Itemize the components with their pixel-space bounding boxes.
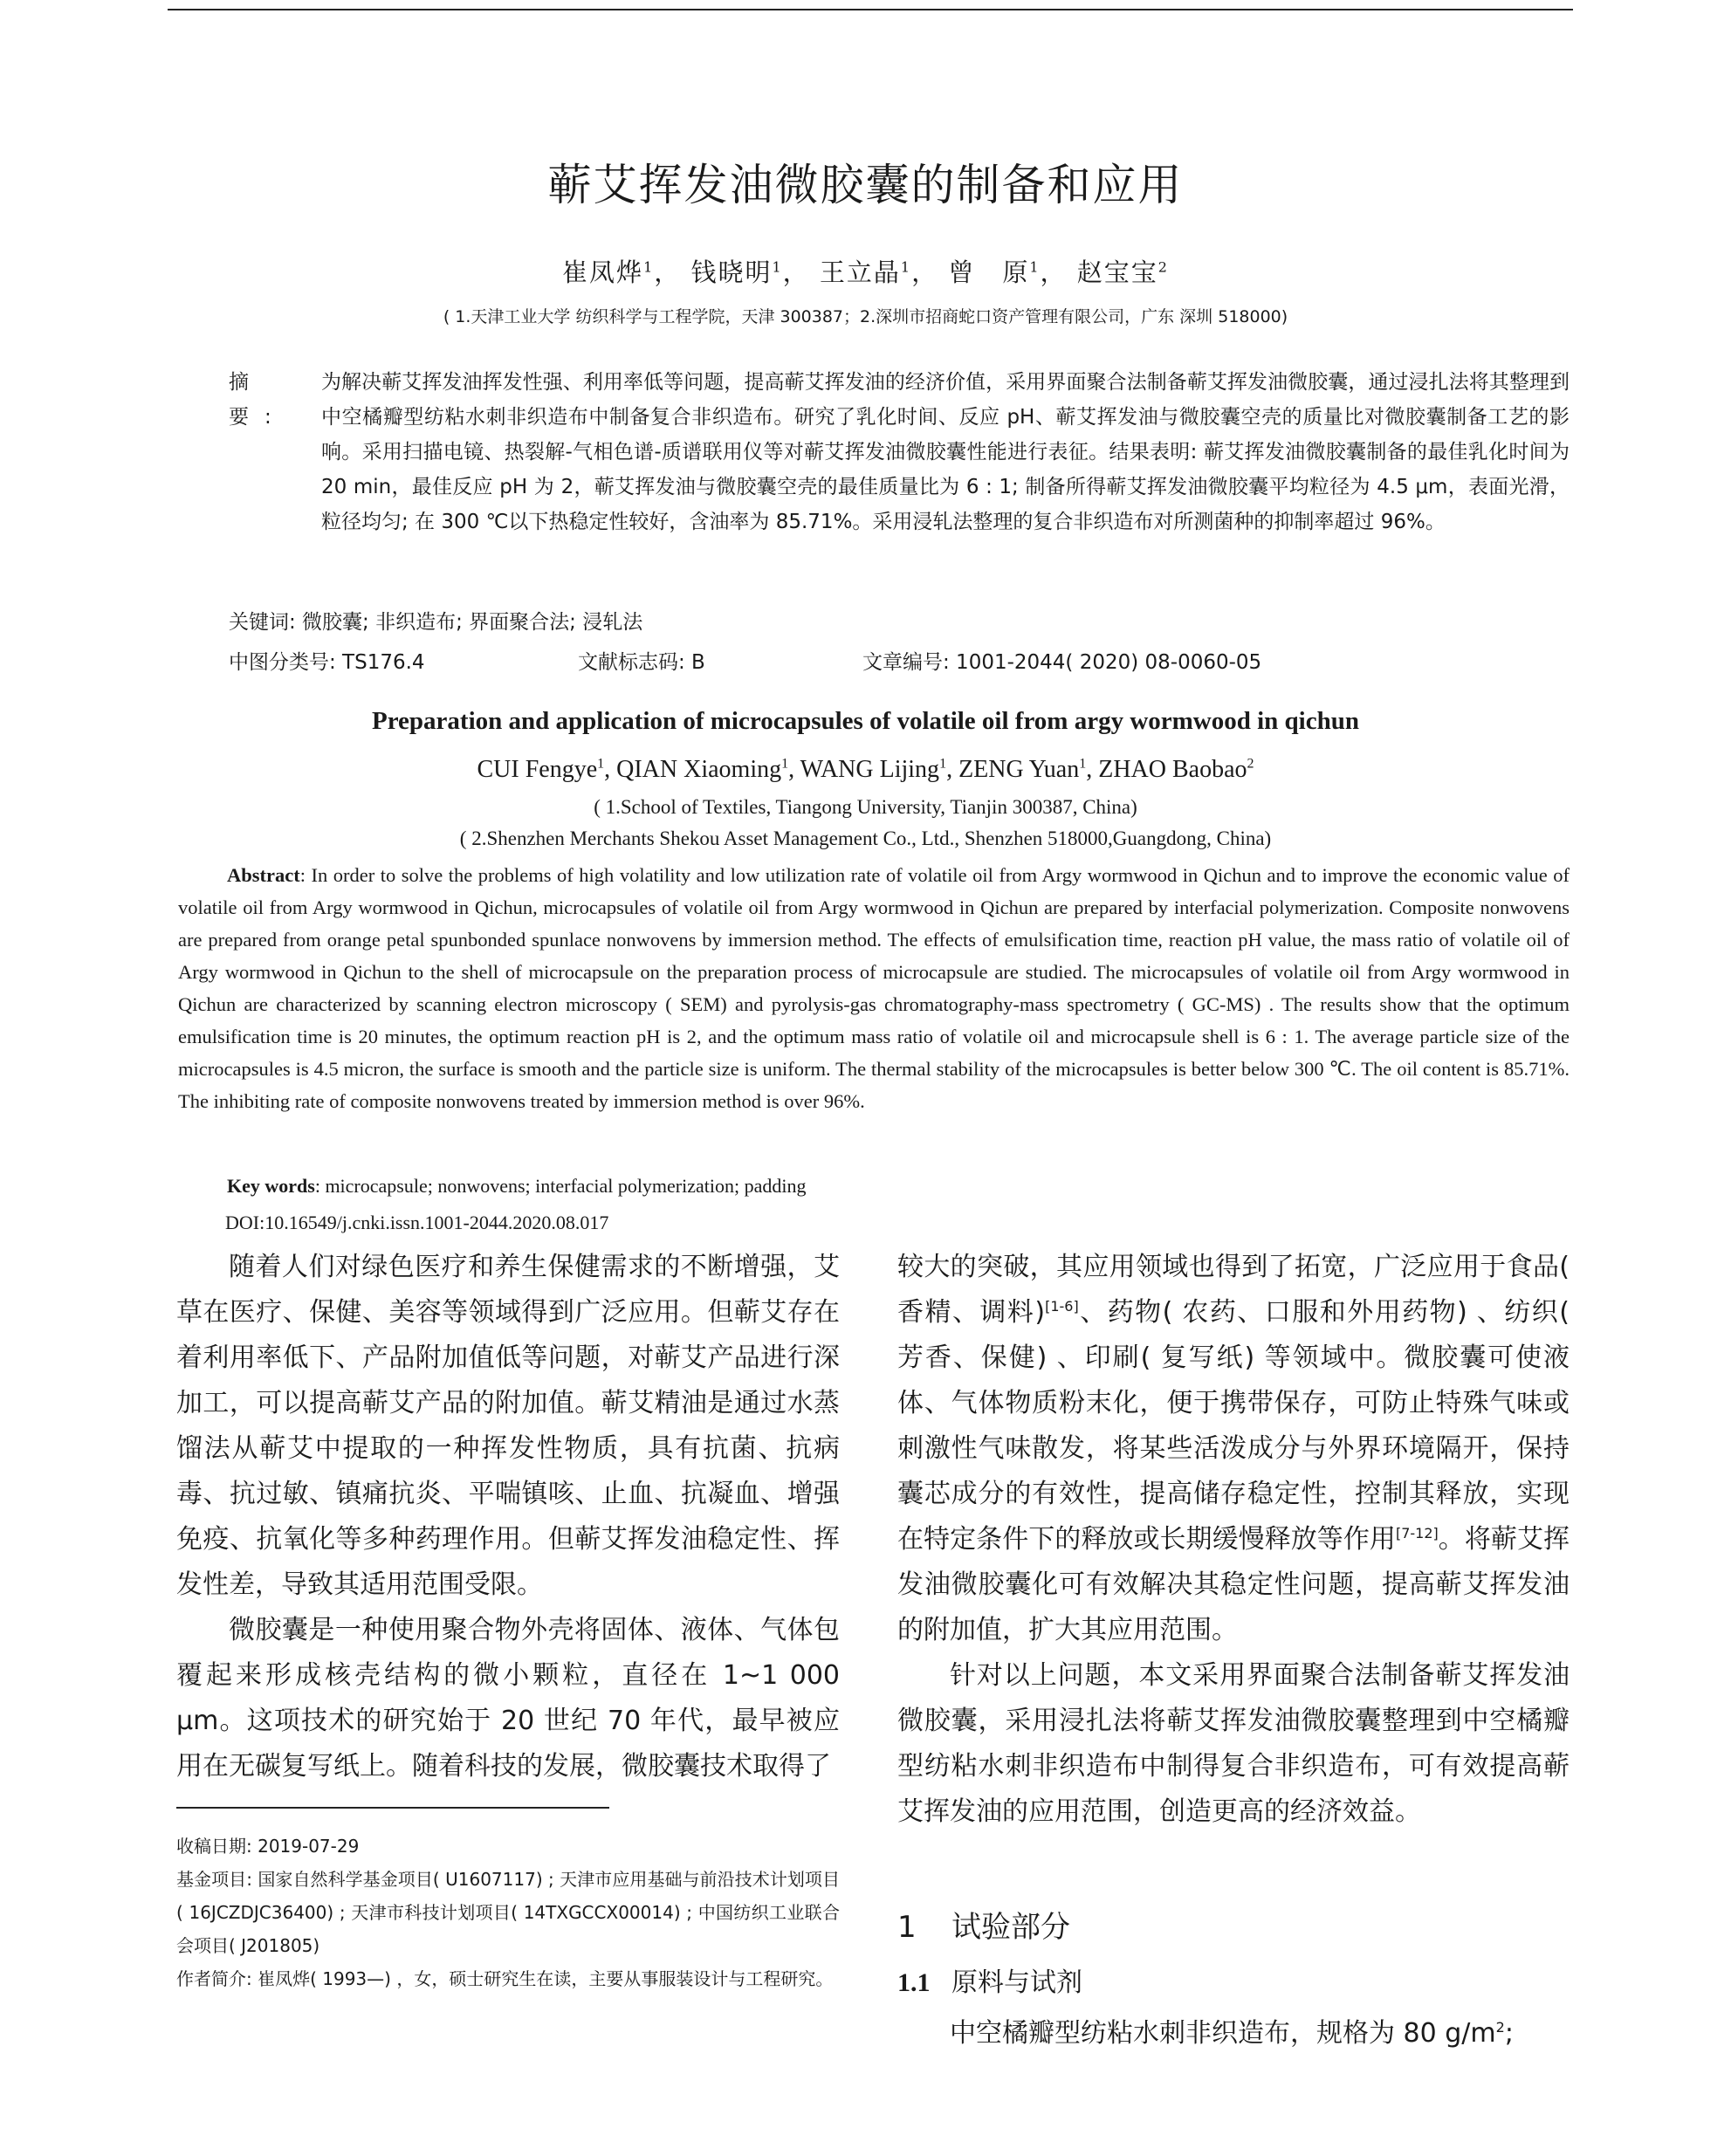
section-heading-1: 1 试验部分 [897,1910,1070,1945]
document-code: 文献标志码: B [578,651,705,674]
affiliation-cn: ( 1.天津工业大学 纺织科学与工程学院，天津 300387；2.深圳市招商蛇口资产管理有限公司，广东 深圳 518000) [443,307,1288,326]
body-paragraph: 针对以上问题，本文采用界面聚合法制备蕲艾挥发油微胶囊，采用浸扎法将蕲艾挥发油微胶囊整理到中空橘瓣型纺粘水刺非织造布中制得复合非织造布，可有效提高蕲艾挥发油的应用范围，创造更高的经济效益。 [897,1660,1570,1827]
abstract-en-text: : In order to solve the problems of high volatility and low utilization rate of volatile oil from Argy wormwood in Qichun and to improve the economic value of volatile oil from Argy wormwood in Qichun, microcapsules of volatile oil from Argy wormwood in Qichun are prepared by interfacial polymerization. Composite nonwovens are prepared from orange petal spunbonded spunlace nonwovens by immersion method. The effects of emulsification time, reaction pH value, the mass ratio of volatile oil of Argy wormwood in Qichun to the shell of microcapsule on the preparation process of microcapsule are studied. The microcapsules of volatile oil from Argy wormwood in Qichun are characterized by scanning electron microscopy ( SEM) and pyrolysis-gas chromatography-mass spectrometry ( GC-MS) . The results show that the optimum emulsification time is 20 minutes, the optimum reaction pH is 2, and the optimum mass ratio of volatile oil and microcapsule shell is 6 : 1. The average particle size of the microcapsules is 4.5 micron, the surface is smooth and the particle size is uniform. The thermal stability of the microcapsules is better below 300 ℃. The oil content is 85.71%. The inhibiting rate of composite nonwovens treated by immersion method is over 96%. [178,864,1570,1112]
body-paragraph-materials: 中空橘瓣型纺粘水刺非织造布，规格为 80 $g/m^2$; [950,2018,1514,2049]
body-paragraph: 较大的突破，其应用领域也得到了拓宽，广泛应用于食品( 香精、调料)[1-6]、药物( 农药、口服和外用药物) 、纺织( 芳香、保健) 、印刷( 复写纸) 等领域中。微胶囊可使液体、气体物质粉末化，便于携带保存，可防止特殊气味或刺激性气味散发，将某些活泼成分与外界环境隔开，保持囊芯成分的有效性，提高储存稳定性，控制其释放，实现在特定条件下的释放或长期缓慢释放等作用[7-12]。将蕲艾挥发油微胶囊化可有效解决其稳定性问题，提高蕲艾挥发油的附加值，扩大其应用范围。 [897,1252,1570,1645]
keywords-en-label: Key words [227,1175,315,1197]
affiliation-en-2: ( 2.Shenzhen Merchants Shekou Asset Management Co., Ltd., Shenzhen 518000,Guangdong, China) [459,827,1272,849]
author-en-5: ZHAO Baobao$^2$ [1098,756,1254,783]
title-cn: 蕲艾挥发油微胶囊的制备和应用 [547,160,1184,210]
abstract-en [178,859,1570,1117]
title-en: Preparation and application of microcapsules of volatile oil from argy wormwood in qichun [371,707,1359,735]
header-rule [168,9,1573,10]
authors-en: CUI Fengye$^1$, QIAN Xiaoming$^1$, WANG Lijing$^1$, ZENG Yuan$^1$, ZHAO Baobao$^2$ [477,756,1254,783]
meta-cn [229,646,1570,672]
keywords-cn: 关键词: 微胶囊; 非织造布; 界面聚合法; 浸轧法 [229,611,643,634]
keywords-en-text: : microcapsule; nonwovens; interfacial polymerization; padding [314,1175,807,1197]
footnote-rule [176,1807,609,1809]
footnotes [176,1830,840,1995]
affiliation-en-1: ( 1.School of Textiles, Tiangong University, Tianjin 300387, China) [594,796,1137,818]
author-cn-4: 曾 原$^1$ [948,257,1041,287]
keywords-en [227,1175,807,1198]
author-en-3: WANG Lijing$^1$ [800,756,947,783]
article-number: 文章编号: 1001-2044( 2020) 08-0060-05 [862,651,1262,674]
abstract-cn [229,365,1570,539]
author-cn-1: 崔凤烨$^1$ [562,257,655,287]
body-right-column [897,1245,1570,1835]
citation[interactable]: [7-12] [1395,1525,1439,1541]
authors-cn: 崔凤烨$^1$， 钱晓明$^1$， 王立晶$^1$， 曾 原$^1$， 赵宝宝$^2$ [562,257,1169,287]
section-heading-1-1: 1.1 原料与试剂 [897,1967,1082,1998]
body-paragraph: 随着人们对绿色医疗和养生保健需求的不断增强，艾草在医疗、保健、美容等领域得到广泛应用。但蕲艾存在着利用率低下、产品附加值低等问题，对蕲艾产品进行深加工，可以提高蕲艾产品的附加值。蕲艾精油是通过水蒸馏法从蕲艾中提取的一种挥发性物质，具有抗菌、抗病毒、抗过敏、镇痛抗炎、平喘镇咳、止血、抗凝血、增强免疫、抗氧化等多种药理作用。但蕲艾挥发油稳定性、挥发性差，导致其适用范围受限。 [176,1252,840,1600]
doi: DOI:10.16549/j.cnki.issn.1001-2044.2020.08.017 [225,1212,609,1233]
footnote-author: 作者简介: 崔凤烨( 1993—) ，女，硕士研究生在读，主要从事服装设计与工程研究。 [176,1968,834,1989]
author-en-2: QIAN Xiaoming$^1$ [616,756,789,783]
body-paragraph: 微胶囊是一种使用聚合物外壳将固体、液体、气体包覆起来形成核壳结构的微小颗粒，直径在 1~1 000 μm。这项技术的研究始于 20 世纪 70 年代，最早被应用在无碳复写纸上。随着科技的发展，微胶囊技术取得了 [176,1615,840,1782]
abstract-cn-label: 摘 要: [229,371,287,429]
author-en-1: CUI Fengye$^1$ [477,756,605,783]
author-cn-5: 赵宝宝$^2$ [1076,257,1169,287]
author-cn-3: 王立晶$^1$ [819,257,912,287]
author-cn-2: 钱晓明$^1$ [690,257,783,287]
footnote-fund: 基金项目: 国家自然科学基金项目( U1607117) ; 天津市应用基础与前沿技术计划项目( 16JCZDJC36400) ; 天津市科技计划项目( 14TXGCCX00014) ; 中国纺织工业联合会项目( J201805) [176,1869,840,1956]
clc-number: 中图分类号: TS176.4 [229,651,425,674]
footnote-received: 收稿日期: 2019-07-29 [176,1836,360,1857]
body-left-column [176,1245,840,1789]
citation[interactable]: [1-6] [1045,1298,1079,1315]
author-en-4: ZENG Yuan$^1$ [958,756,1087,783]
abstract-cn-text: 为解决蕲艾挥发油挥发性强、利用率低等问题，提高蕲艾挥发油的经济价值，采用界面聚合法制备蕲艾挥发油微胶囊，通过浸扎法将其整理到中空橘瓣型纺粘水刺非织造布中制备复合非织造布。研究了乳化时间、反应 pH、蕲艾挥发油与微胶囊空壳的质量比对微胶囊制备工艺的影响。采用扫描电镜、热裂解-气相色谱-质谱联用仪等对蕲艾挥发油微胶囊性能进行表征。结果表明: 蕲艾挥发油微胶囊制备的最佳乳化时间为 20 min，最佳反应 pH 为 2，蕲艾挥发油与微胶囊空壳的最佳质量比为 6 : 1; 制备所得蕲艾挥发油微胶囊平均粒径为 4.5 μm，表面光滑，粒径均匀; 在 300 ℃以下热稳定性较好，含油率为 85.71%。采用浸轧法整理的复合非织造布对所测菌种的抑制率超过 96%。 [321,371,1570,533]
abstract-en-label: Abstract [227,864,300,886]
